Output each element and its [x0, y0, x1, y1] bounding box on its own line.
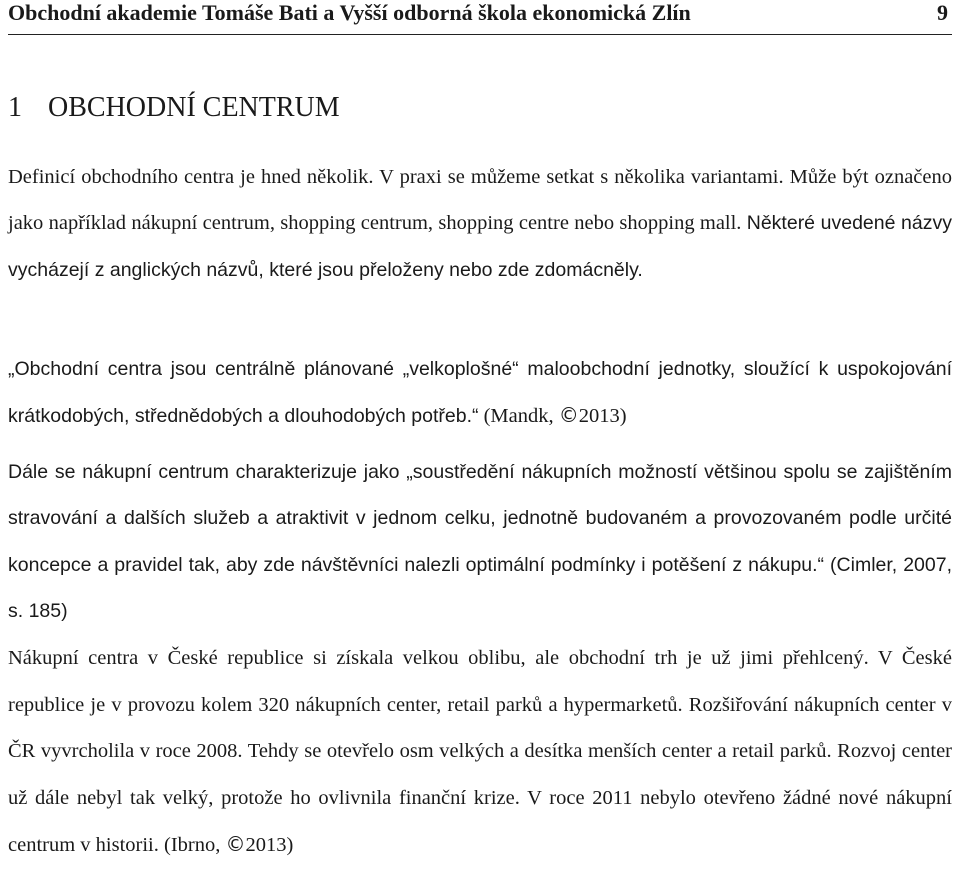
copyright-icon: © [558, 403, 579, 427]
paragraph-definition [8, 154, 952, 293]
paragraph-czech-market [8, 635, 952, 869]
paragraph-characterization: Dále se nákupní centrum charakterizuje jako „soustředění nákupních možností většinou spolu se zajištěním stravování a dalších služeb a atraktivit v jednom celku, jednotně budovaném a provozovaném podle určité koncepce a pravidel tak, aby zde návštěvníci nalezli optimální podmínky i potěšení z nákupu.“ (Cimler, 2007, s. 185) [8, 461, 952, 622]
citation-suffix: 2013) [578, 405, 627, 427]
chapter-number: 1 [8, 92, 22, 123]
page-header [8, 0, 952, 35]
paragraph-definition-sans: Některé uvedené názvy vycházejí z anglických názvů, které jsou přeloženy nebo zde zdomácněly. [8, 212, 952, 281]
copyright-icon-2: © [225, 832, 246, 856]
chapter-heading [8, 92, 340, 124]
page-number: 9 [937, 0, 948, 25]
citation-suffix-2: 2013) [245, 834, 294, 856]
header-title: Obchodní akademie Tomáše Bati a Vyšší odborná škola ekonomická Zlín [8, 0, 691, 25]
paragraph-czech-market-text: Nákupní centra v České republice si získala velkou oblibu, ale obchodní trh je už jimi přehlcený. V České republice je v provozu kolem 320 nákupních center, retail parků a hypermarketů. Rozšiřování nákupních center v ČR vyvrcholila v roce 2008. Tehdy se otevřelo osm velkých a desítka menších center a retail parků. Rozvoj center už dále nebyl tak velký, protože ho ovlivnila finanční krize. V roce 2011 nebylo otevřeno žádné nové nákupní centrum v historii. (Ibrno, [8, 647, 952, 856]
chapter-title: OBCHODNÍ CENTRUM [48, 92, 340, 123]
paragraph-quote [8, 346, 952, 439]
citation-prefix: (Mandk, [478, 405, 559, 427]
paragraph-definition-serif: Definicí obchodního centra je hned několik. V praxi se můžeme setkat s několika variantami. Může být označeno jako například nákupní centrum, shopping centrum, shopping centre nebo shopping mall. [8, 166, 952, 235]
quote-text: „Obchodní centra jsou centrálně plánované „velkoplošné“ maloobchodní jednotky, sloužící k uspokojování krátkodobých, střednědobých a dlouhodobých potřeb.“ [8, 358, 952, 427]
